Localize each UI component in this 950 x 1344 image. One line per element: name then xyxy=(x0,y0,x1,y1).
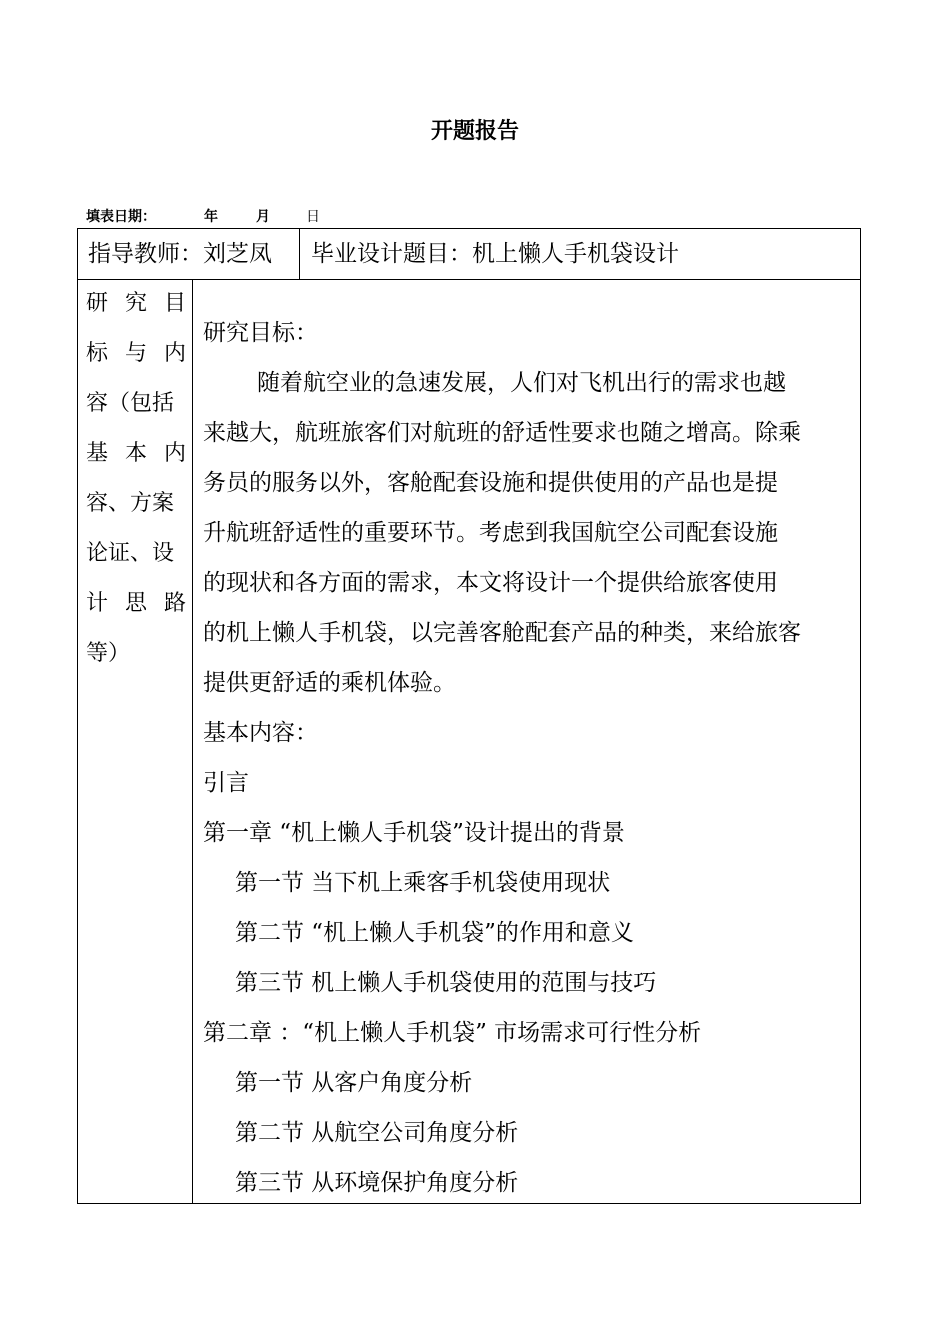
paragraph-line: 随着航空业的急速发展，人们对飞机出行的需求也越 xyxy=(257,370,786,396)
research-goal-label: 研究目标： xyxy=(203,320,318,346)
paragraph-line: 升航班舒适性的重要环节。考虑到我国航空公司配套设施 xyxy=(203,520,778,546)
section-line: 第二节 “机上懒人手机袋”的作用和意义 xyxy=(235,920,634,946)
left-label-line: 计 思 路 xyxy=(86,591,186,616)
left-label-line: 基 本 内 xyxy=(86,441,186,466)
section-line: 第一节 从客户角度分析 xyxy=(235,1070,473,1096)
left-label-line: 容（包括 xyxy=(86,391,175,416)
section-line: 第二节 从航空公司角度分析 xyxy=(235,1120,519,1146)
year-label: 年 xyxy=(204,209,218,225)
paragraph-line: 务员的服务以外，客舱配套设施和提供使用的产品也是提 xyxy=(203,470,778,496)
chapter-heading: 第一章 “机上懒人手机袋”设计提出的背景 xyxy=(203,820,625,846)
left-label-line: 标 与 内 xyxy=(86,341,186,366)
paragraph-line: 的现状和各方面的需求，本文将设计一个提供给旅客使用 xyxy=(203,570,778,596)
report-body xyxy=(203,308,855,1208)
month-label: 月 xyxy=(256,209,270,225)
left-label-line: 容、方案 xyxy=(86,491,175,516)
chapter-heading: 第二章 ：“机上懒人手机袋” 市场需求可行性分析 xyxy=(203,1020,702,1046)
topic-cell: 毕业设计题目：机上懒人手机袋设计 xyxy=(311,241,679,267)
basic-content-label: 基本内容： xyxy=(203,720,318,746)
intro-heading: 引言 xyxy=(203,770,249,796)
section-line: 第三节 从环境保护角度分析 xyxy=(235,1170,519,1196)
header-column-divider xyxy=(299,229,300,279)
left-label-line: 研 究 目 xyxy=(86,291,186,316)
paragraph-line: 提供更舒适的乘机体验。 xyxy=(203,670,456,696)
section-line: 第三节 机上懒人手机袋使用的范围与技巧 xyxy=(235,970,657,996)
paragraph-line: 的机上懒人手机袋，以完善客舱配套产品的种类，来给旅客 xyxy=(203,620,801,646)
left-label-line: 等） xyxy=(86,641,131,666)
advisor-cell: 指导教师：刘芝凤 xyxy=(88,241,272,267)
date-label: 填表日期： xyxy=(86,209,156,225)
section-line: 第一节 当下机上乘客手机袋使用现状 xyxy=(235,870,611,896)
left-label-column xyxy=(86,286,186,686)
left-column-divider xyxy=(192,279,193,1203)
day-label: 日 xyxy=(306,209,320,225)
left-label-line: 论证、设 xyxy=(86,541,175,566)
paragraph-line: 来越大，航班旅客们对航班的舒适性要求也随之增高。除乘 xyxy=(203,420,801,446)
header-divider xyxy=(78,279,860,280)
page-title: 开题报告 xyxy=(430,119,519,144)
